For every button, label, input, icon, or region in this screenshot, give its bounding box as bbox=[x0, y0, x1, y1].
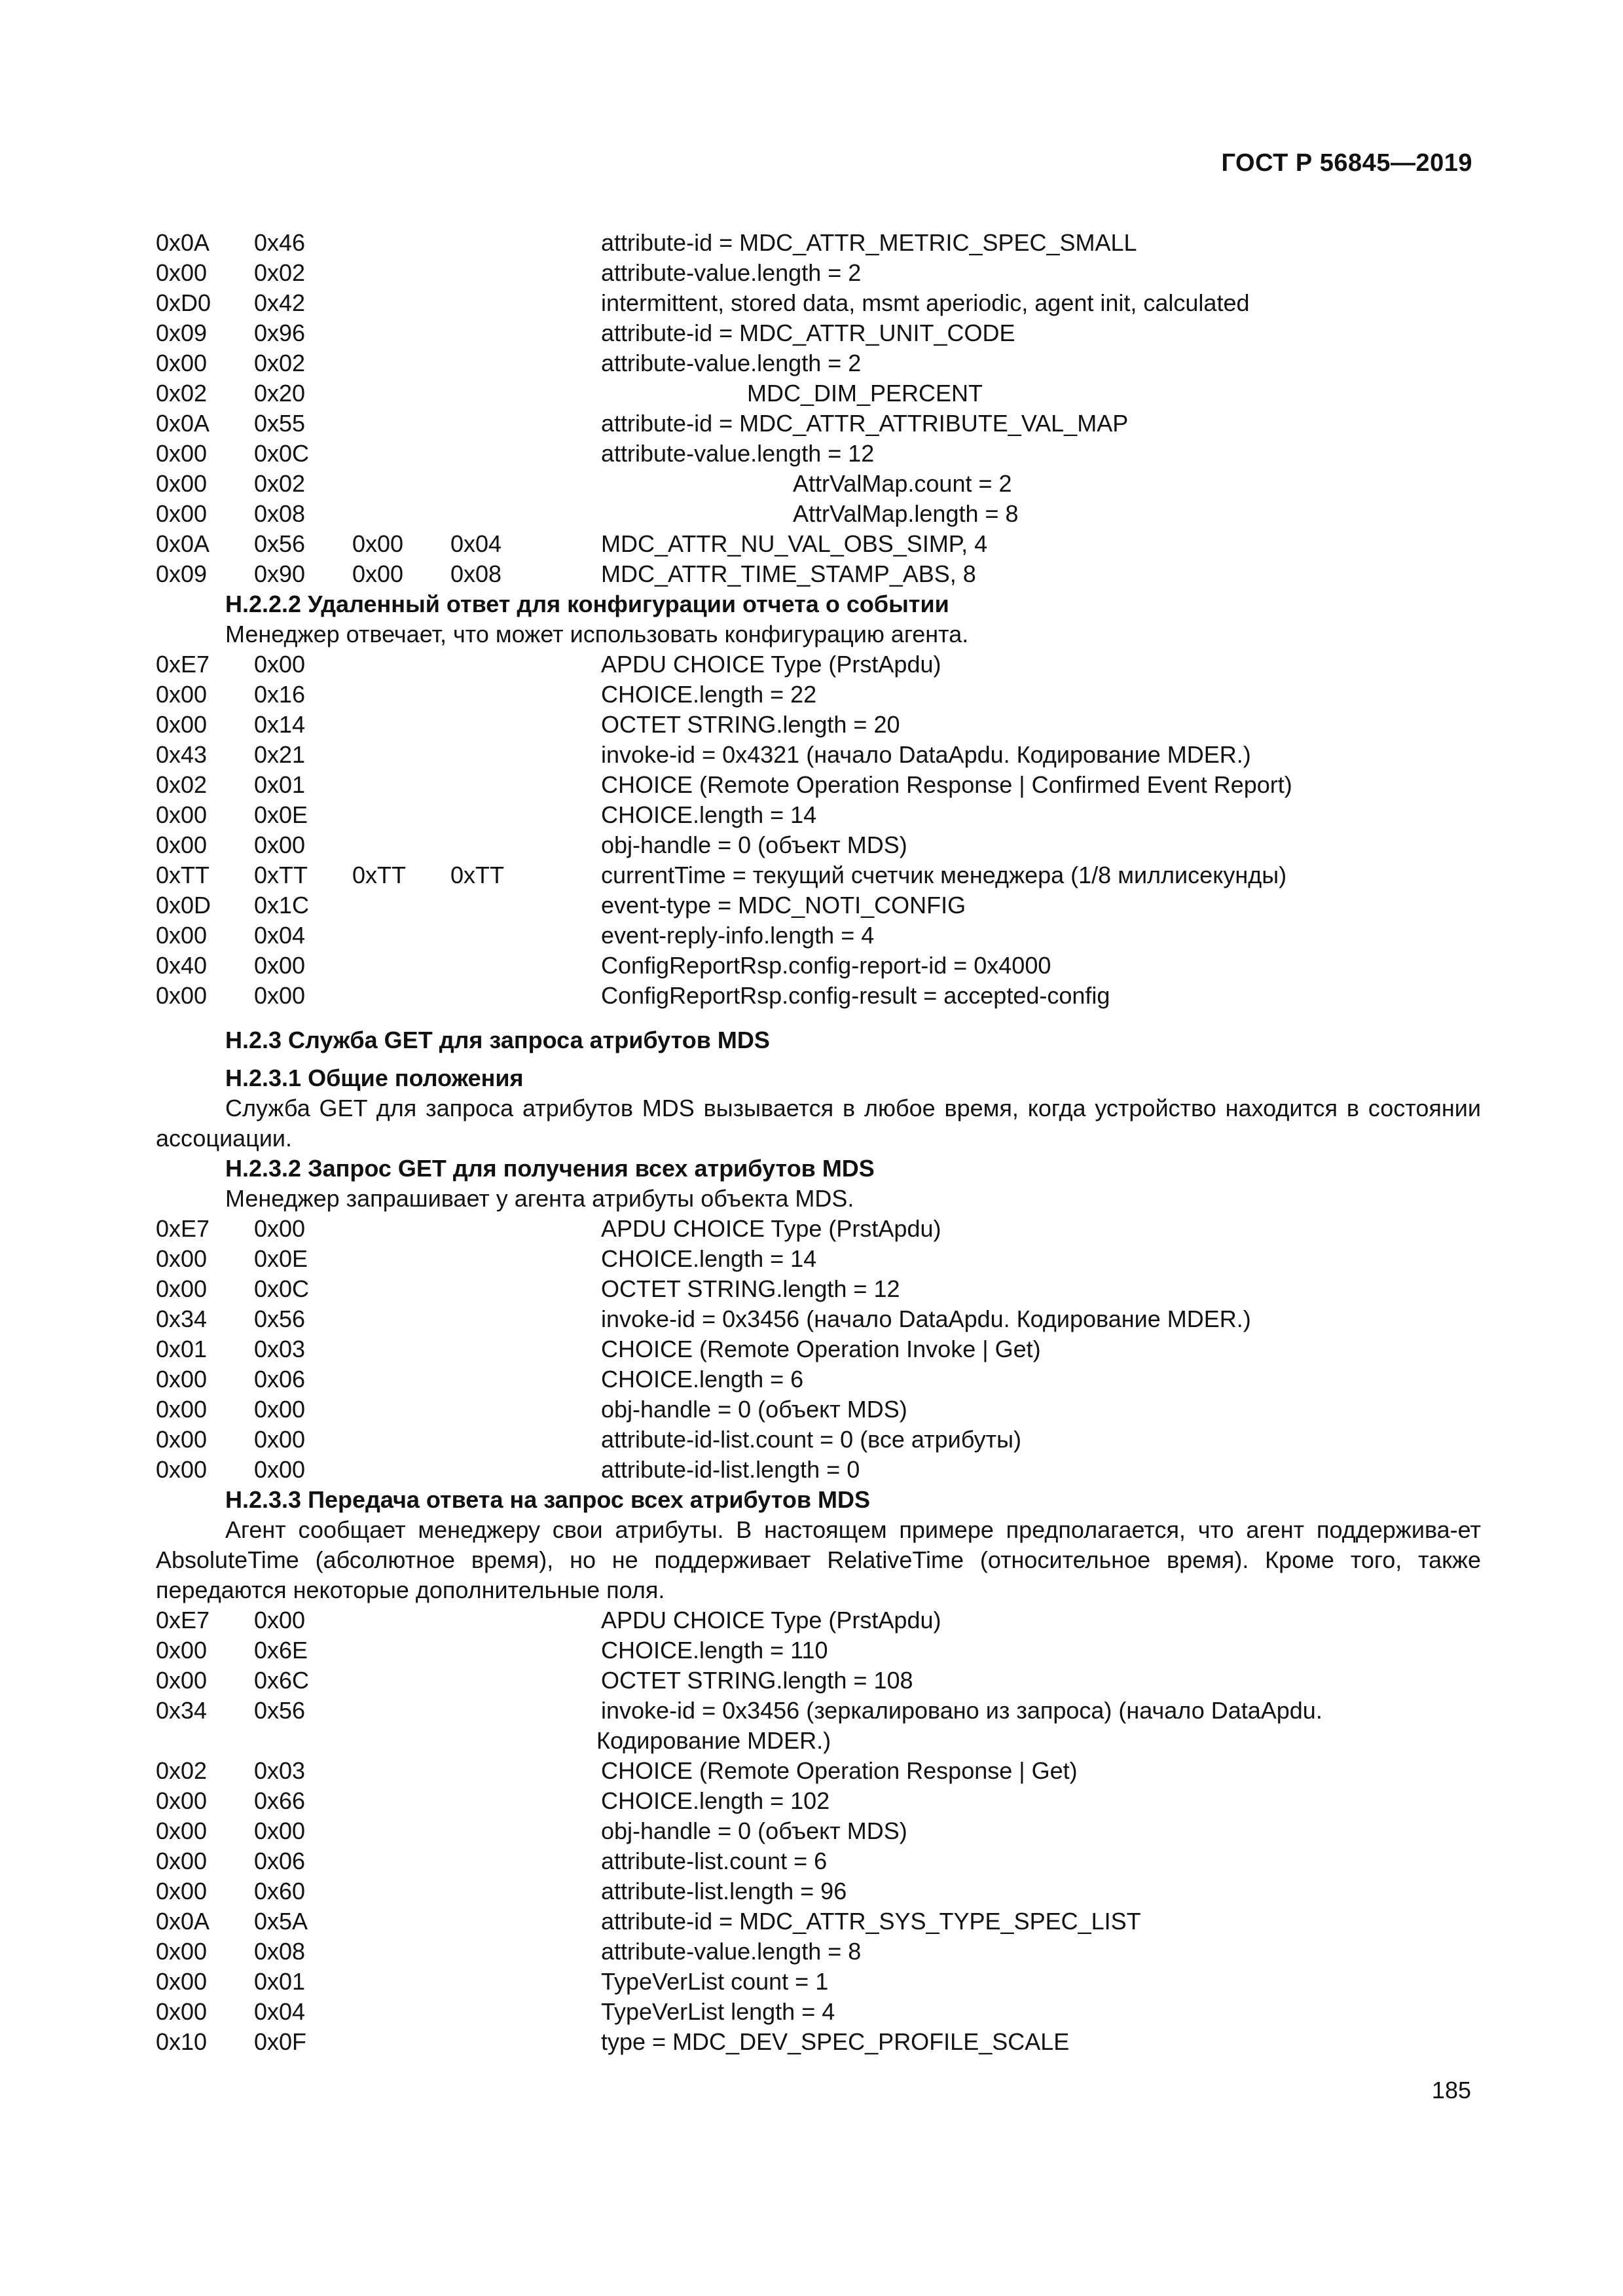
byte-value: 0x43 bbox=[156, 741, 208, 768]
byte-value: 0x0A bbox=[156, 410, 210, 437]
byte-value: 0x6E bbox=[254, 1637, 308, 1664]
byte-table-block-2 bbox=[156, 649, 1481, 1011]
table-row bbox=[156, 951, 1481, 981]
field-description: MDC_DIM_PERCENT bbox=[747, 380, 983, 407]
byte-value: 0x0A bbox=[156, 1908, 210, 1935]
byte-value: 0xTT bbox=[254, 862, 308, 888]
table-row bbox=[156, 469, 1481, 499]
byte-value: 0x56 bbox=[254, 530, 306, 557]
byte-table-block-1 bbox=[156, 228, 1481, 589]
field-description: event-type = MDC_NOTI_CONFIG bbox=[601, 892, 966, 919]
field-description: CHOICE.length = 14 bbox=[601, 801, 817, 828]
table-row bbox=[156, 228, 1481, 258]
byte-value: 0x08 bbox=[450, 560, 502, 587]
byte-value: 0xTT bbox=[156, 862, 210, 888]
field-description: ConfigReportRsp.config-result = accepted-config bbox=[601, 982, 1110, 1009]
byte-value: 0x03 bbox=[254, 1336, 306, 1362]
byte-value: 0x00 bbox=[254, 651, 306, 678]
section-text-h2-3-1: Служба GET для запроса атрибутов MDS вызывается в любое время, когда устройство находится в состоянии ассоциации. bbox=[156, 1095, 1481, 1152]
field-description: currentTime = текущий счетчик менеджера (1/8 миллисекунды) bbox=[601, 862, 1287, 888]
table-row bbox=[156, 680, 1481, 710]
byte-value: 0x56 bbox=[254, 1697, 306, 1724]
byte-value: 0x01 bbox=[254, 771, 306, 798]
byte-value: 0x00 bbox=[352, 560, 404, 587]
byte-value: 0x21 bbox=[254, 741, 306, 768]
byte-value: 0x09 bbox=[156, 560, 208, 587]
section-text-h2-3-3: Агент сообщает менеджеру свои атрибуты. В настоящем примере предполагается, что агент поддержива-ет AbsoluteTime (абсолютное время), но не поддерживает RelativeTime (относительное время). Кроме того, также передаются некоторые дополнительные поля. bbox=[156, 1516, 1481, 1603]
byte-value: 0x09 bbox=[156, 319, 208, 346]
field-description: APDU CHOICE Type (PrstApdu) bbox=[601, 651, 941, 678]
byte-value: 0x1C bbox=[254, 892, 310, 919]
byte-value: 0xE7 bbox=[156, 651, 210, 678]
table-row bbox=[156, 890, 1481, 920]
byte-value: 0x02 bbox=[254, 470, 306, 497]
table-row bbox=[156, 1997, 1481, 2027]
byte-value: 0x5A bbox=[254, 1908, 308, 1935]
byte-value: 0xD0 bbox=[156, 289, 211, 316]
table-row bbox=[156, 860, 1481, 890]
field-description: ConfigReportRsp.config-report-id = 0x4000 bbox=[601, 952, 1051, 979]
section-heading-h2-2-2: H.2.2.2 Удаленный ответ для конфигурации отчета о событии bbox=[225, 591, 949, 617]
field-description: obj-handle = 0 (объект MDS) bbox=[601, 831, 907, 858]
field-description: attribute-value.length = 2 bbox=[601, 259, 862, 286]
byte-value: 0x40 bbox=[156, 952, 208, 979]
byte-value: 0x00 bbox=[254, 1396, 306, 1423]
byte-value: 0x02 bbox=[254, 350, 306, 376]
byte-value: 0x00 bbox=[156, 1366, 208, 1393]
table-row bbox=[156, 559, 1481, 589]
byte-value: 0x06 bbox=[254, 1848, 306, 1874]
byte-value: 0x01 bbox=[156, 1336, 208, 1362]
table-row bbox=[156, 1876, 1481, 1906]
field-description bbox=[596, 1696, 1472, 1756]
field-description: AttrValMap.length = 8 bbox=[793, 500, 1019, 527]
description-line: invoke-id = 0x3456 (зеркалировано из запроса) (начало DataApdu. bbox=[601, 1697, 1322, 1724]
field-description: CHOICE (Remote Operation Response | Confirmed Event Report) bbox=[601, 771, 1292, 798]
description-line: Кодирование MDER.) bbox=[596, 1727, 831, 1754]
field-description: attribute-id = MDC_ATTR_SYS_TYPE_SPEC_LIST bbox=[601, 1908, 1141, 1935]
page-number: 185 bbox=[1431, 2077, 1471, 2104]
byte-value: 0x00 bbox=[254, 982, 306, 1009]
table-row bbox=[156, 1394, 1481, 1425]
byte-value: 0x04 bbox=[450, 530, 502, 557]
field-description: attribute-value.length = 12 bbox=[601, 440, 875, 467]
byte-value: 0x04 bbox=[254, 922, 306, 949]
field-description: APDU CHOICE Type (PrstApdu) bbox=[601, 1215, 941, 1242]
table-row bbox=[156, 499, 1481, 529]
field-description: attribute-id = MDC_ATTR_METRIC_SPEC_SMALL bbox=[601, 229, 1137, 256]
byte-value: 0x02 bbox=[254, 259, 306, 286]
field-description: intermittent, stored data, msmt aperiodic, agent init, calculated bbox=[601, 289, 1250, 316]
byte-value: 0x00 bbox=[156, 350, 208, 376]
byte-value: 0x46 bbox=[254, 229, 306, 256]
byte-value: 0x00 bbox=[156, 1848, 208, 1874]
field-description: attribute-list.length = 96 bbox=[601, 1878, 847, 1904]
byte-value: 0x34 bbox=[156, 1697, 208, 1724]
field-description: TypeVerList count = 1 bbox=[601, 1968, 829, 1995]
byte-value: 0x00 bbox=[156, 982, 208, 1009]
table-row bbox=[156, 1214, 1481, 1244]
byte-value: 0x00 bbox=[156, 1878, 208, 1904]
table-row bbox=[156, 1244, 1481, 1274]
table-row bbox=[156, 920, 1481, 951]
byte-value: 0x00 bbox=[156, 922, 208, 949]
field-description: attribute-value.length = 2 bbox=[601, 350, 862, 376]
field-description: APDU CHOICE Type (PrstApdu) bbox=[601, 1607, 941, 1633]
field-description: CHOICE.length = 6 bbox=[601, 1366, 804, 1393]
table-row bbox=[156, 770, 1481, 800]
table-row bbox=[156, 348, 1481, 378]
page-content bbox=[156, 228, 1481, 2057]
table-row bbox=[156, 529, 1481, 559]
byte-value: 0x02 bbox=[156, 380, 208, 407]
byte-value: 0x00 bbox=[156, 1968, 208, 1995]
byte-value: 0x00 bbox=[156, 1396, 208, 1423]
table-row bbox=[156, 740, 1481, 770]
table-row bbox=[156, 2027, 1481, 2057]
byte-value: 0x00 bbox=[156, 801, 208, 828]
byte-value: 0x0A bbox=[156, 530, 210, 557]
section-text-h2-3-2: Менеджер запрашивает у агента атрибуты объекта MDS. bbox=[225, 1185, 854, 1212]
field-description: MDC_ATTR_NU_VAL_OBS_SIMP, 4 bbox=[601, 530, 988, 557]
field-description: OCTET STRING.length = 108 bbox=[601, 1667, 913, 1694]
byte-value: 0x06 bbox=[254, 1366, 306, 1393]
byte-value: 0x6C bbox=[254, 1667, 310, 1694]
table-row bbox=[156, 258, 1481, 288]
byte-value: 0x0E bbox=[254, 1245, 308, 1272]
byte-value: 0x04 bbox=[254, 1998, 306, 2025]
section-heading-h2-3-3: H.2.3.3 Передача ответа на запрос всех атрибутов MDS bbox=[225, 1486, 871, 1513]
table-row bbox=[156, 1304, 1481, 1334]
table-row bbox=[156, 649, 1481, 680]
byte-value: 0x00 bbox=[156, 500, 208, 527]
byte-value: 0x0C bbox=[254, 440, 310, 467]
table-row bbox=[156, 981, 1481, 1011]
byte-value: 0x00 bbox=[156, 470, 208, 497]
byte-value: 0x16 bbox=[254, 681, 306, 708]
byte-value: 0x00 bbox=[156, 1637, 208, 1664]
table-row bbox=[156, 1816, 1481, 1846]
byte-value: 0x00 bbox=[156, 1667, 208, 1694]
table-row bbox=[156, 439, 1481, 469]
table-row bbox=[156, 1666, 1481, 1696]
table-row bbox=[156, 1786, 1481, 1816]
byte-value: 0xE7 bbox=[156, 1215, 210, 1242]
table-row bbox=[156, 1364, 1481, 1394]
byte-value: 0x0E bbox=[254, 801, 308, 828]
byte-value: 0x00 bbox=[156, 440, 208, 467]
table-row bbox=[156, 1906, 1481, 1937]
table-row bbox=[156, 1274, 1481, 1304]
field-description: CHOICE (Remote Operation Invoke | Get) bbox=[601, 1336, 1041, 1362]
field-description: MDC_ATTR_TIME_STAMP_ABS, 8 bbox=[601, 560, 976, 587]
field-description: CHOICE.length = 14 bbox=[601, 1245, 817, 1272]
byte-value: 0x00 bbox=[156, 1456, 208, 1483]
byte-value: 0x00 bbox=[254, 1426, 306, 1453]
table-row bbox=[156, 1696, 1481, 1756]
table-row bbox=[156, 1425, 1481, 1455]
table-row bbox=[156, 1846, 1481, 1876]
table-row bbox=[156, 288, 1481, 318]
table-row bbox=[156, 318, 1481, 348]
table-row bbox=[156, 1635, 1481, 1666]
byte-value: 0x08 bbox=[254, 1938, 306, 1965]
section-heading-h2-3: H.2.3 Служба GET для запроса атрибутов MDS bbox=[225, 1027, 770, 1053]
document-header: ГОСТ Р 56845—2019 bbox=[1221, 149, 1472, 177]
byte-value: 0xE7 bbox=[156, 1607, 210, 1633]
byte-table-block-3 bbox=[156, 1214, 1481, 1485]
field-description: OCTET STRING.length = 20 bbox=[601, 711, 900, 738]
field-description: attribute-list.count = 6 bbox=[601, 1848, 828, 1874]
byte-value: 0x00 bbox=[156, 259, 208, 286]
byte-value: 0x14 bbox=[254, 711, 306, 738]
byte-value: 0x00 bbox=[254, 1817, 306, 1844]
table-row bbox=[156, 830, 1481, 860]
field-description: TypeVerList length = 4 bbox=[601, 1998, 835, 2025]
byte-value: 0x00 bbox=[156, 681, 208, 708]
section-heading-h2-3-2: H.2.3.2 Запрос GET для получения всех атрибутов MDS bbox=[225, 1155, 875, 1182]
field-description: OCTET STRING.length = 12 bbox=[601, 1275, 900, 1302]
field-description: attribute-id-list.count = 0 (все атрибуты) bbox=[601, 1426, 1021, 1453]
table-row bbox=[156, 710, 1481, 740]
byte-value: 0xTT bbox=[450, 862, 505, 888]
field-description: AttrValMap.count = 2 bbox=[793, 470, 1012, 497]
field-description: CHOICE.length = 102 bbox=[601, 1787, 830, 1814]
table-row bbox=[156, 1967, 1481, 1997]
byte-value: 0x00 bbox=[156, 1938, 208, 1965]
field-description: event-reply-info.length = 4 bbox=[601, 922, 875, 949]
byte-value: 0x00 bbox=[156, 1245, 208, 1272]
field-description: invoke-id = 0x4321 (начало DataApdu. Кодирование MDER.) bbox=[601, 741, 1251, 768]
byte-value: 0x00 bbox=[254, 1215, 306, 1242]
field-description: type = MDC_DEV_SPEC_PROFILE_SCALE bbox=[601, 2028, 1070, 2055]
byte-value: 0x02 bbox=[156, 1757, 208, 1784]
table-row bbox=[156, 1756, 1481, 1786]
byte-value: 0x34 bbox=[156, 1305, 208, 1332]
byte-value: 0x02 bbox=[156, 771, 208, 798]
byte-value: 0x08 bbox=[254, 500, 306, 527]
byte-value: 0x0D bbox=[156, 892, 211, 919]
byte-value: 0x96 bbox=[254, 319, 306, 346]
byte-value: 0x42 bbox=[254, 289, 306, 316]
byte-value: 0xTT bbox=[352, 862, 407, 888]
table-row bbox=[156, 1455, 1481, 1485]
byte-value: 0x00 bbox=[352, 530, 404, 557]
byte-value: 0x03 bbox=[254, 1757, 306, 1784]
table-row bbox=[156, 1605, 1481, 1635]
byte-value: 0x0A bbox=[156, 229, 210, 256]
byte-value: 0x56 bbox=[254, 1305, 306, 1332]
section-text-h2-2-2: Менеджер отвечает, что может использовать конфигурацию агента. bbox=[225, 621, 969, 647]
field-description: obj-handle = 0 (объект MDS) bbox=[601, 1817, 907, 1844]
table-row bbox=[156, 1937, 1481, 1967]
section-heading-h2-3-1: H.2.3.1 Общие положения bbox=[225, 1065, 524, 1091]
byte-value: 0x10 bbox=[156, 2028, 208, 2055]
byte-value: 0x00 bbox=[156, 1275, 208, 1302]
byte-value: 0x66 bbox=[254, 1787, 306, 1814]
byte-value: 0x00 bbox=[156, 831, 208, 858]
field-description: obj-handle = 0 (объект MDS) bbox=[601, 1396, 907, 1423]
table-row bbox=[156, 800, 1481, 830]
byte-value: 0x00 bbox=[254, 1607, 306, 1633]
byte-value: 0x00 bbox=[156, 1817, 208, 1844]
byte-value: 0x00 bbox=[254, 952, 306, 979]
field-description: CHOICE.length = 110 bbox=[601, 1637, 828, 1664]
field-description: attribute-value.length = 8 bbox=[601, 1938, 862, 1965]
byte-value: 0x60 bbox=[254, 1878, 306, 1904]
byte-value: 0x0C bbox=[254, 1275, 310, 1302]
byte-value: 0x00 bbox=[254, 1456, 306, 1483]
byte-value: 0x00 bbox=[156, 1998, 208, 2025]
byte-value: 0x0F bbox=[254, 2028, 307, 2055]
table-row bbox=[156, 409, 1481, 439]
field-description: attribute-id = MDC_ATTR_UNIT_CODE bbox=[601, 319, 1015, 346]
table-row bbox=[156, 1334, 1481, 1364]
field-description: invoke-id = 0x3456 (начало DataApdu. Кодирование MDER.) bbox=[601, 1305, 1251, 1332]
field-description: CHOICE (Remote Operation Response | Get) bbox=[601, 1757, 1078, 1784]
byte-value: 0x01 bbox=[254, 1968, 306, 1995]
byte-value: 0x00 bbox=[156, 1787, 208, 1814]
field-description: CHOICE.length = 22 bbox=[601, 681, 817, 708]
field-description: attribute-id = MDC_ATTR_ATTRIBUTE_VAL_MAP bbox=[601, 410, 1129, 437]
byte-table-block-4 bbox=[156, 1605, 1481, 2057]
byte-value: 0x00 bbox=[254, 831, 306, 858]
byte-value: 0x90 bbox=[254, 560, 306, 587]
field-description: attribute-id-list.length = 0 bbox=[601, 1456, 860, 1483]
byte-value: 0x00 bbox=[156, 1426, 208, 1453]
byte-value: 0x20 bbox=[254, 380, 306, 407]
byte-value: 0x55 bbox=[254, 410, 306, 437]
table-row bbox=[156, 378, 1481, 409]
byte-value: 0x00 bbox=[156, 711, 208, 738]
